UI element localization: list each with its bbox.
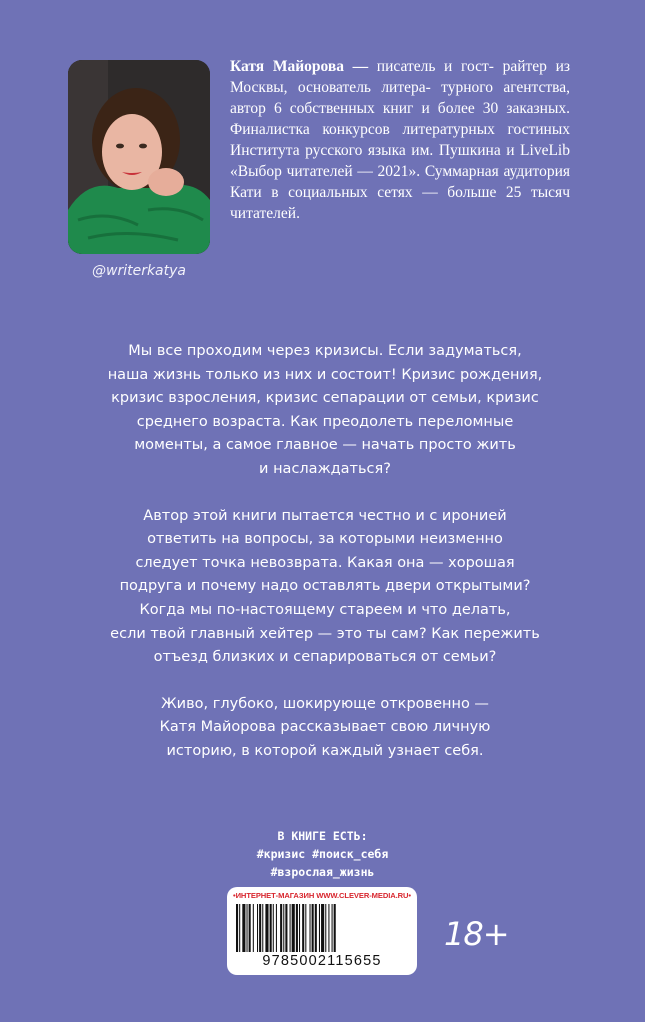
- tags-line-2: #взрослая_жизнь: [270, 865, 375, 879]
- barcode-icon: [236, 904, 408, 952]
- book-tags: [220, 827, 425, 881]
- blurb-line: если твой главный хейтер — это ты сам? Как пережить: [110, 625, 540, 642]
- blurb-line: моменты, а самое главное — начать просто жить: [134, 437, 516, 454]
- barcode-bar: [270, 904, 272, 952]
- bio-line: Института русского языка им. Пушкина: [230, 142, 501, 159]
- barcode-bar: [302, 904, 304, 952]
- shop-url: •ИНТЕРНЕТ-МАГАЗИН WWW.CLEVER-MEDIA.RU•: [233, 891, 411, 900]
- barcode-bar: [276, 904, 277, 952]
- barcode-bar: [262, 904, 263, 952]
- blurb-line: Когда мы по-настоящему стареем и что делать,: [139, 601, 511, 618]
- barcode-bar: [328, 904, 329, 952]
- barcode-bar: [257, 904, 258, 952]
- barcode-bar: [290, 904, 291, 952]
- bio-line: Суммарная аудитория Кати в социальных: [230, 163, 571, 201]
- blurb-line: Живо, глубоко, шокирующе откровенно —: [161, 695, 489, 712]
- blurb-line: отъезд близких и сепарироваться от семьи?: [153, 649, 497, 666]
- isbn-number: 9785002115655: [262, 953, 382, 969]
- tags-line-1: #кризис #поиск_себя: [256, 847, 389, 861]
- blurb-line: и наслаждаться?: [259, 460, 391, 477]
- book-blurb: [80, 340, 570, 787]
- bio-line: конкурсов литературных гостиных: [322, 121, 570, 138]
- blurb-line: историю, в которой каждый узнает себя.: [166, 742, 484, 759]
- barcode-bar: [296, 904, 298, 952]
- barcode-bar: [315, 904, 317, 952]
- blurb-line: подруга и почему надо оставлять двери открытыми?: [119, 578, 531, 595]
- bio-line: книг и более 30 заказных. Финалистка: [230, 100, 571, 138]
- author-photo: [68, 60, 210, 254]
- barcode-bar: [239, 904, 240, 952]
- barcode-bar: [332, 904, 333, 952]
- barcode-bar: [334, 904, 336, 952]
- blurb-paragraph-2: [80, 505, 570, 670]
- blurb-line: наша жизнь только из них и состоит! Кризис рождения,: [107, 366, 543, 383]
- barcode-bar: [321, 904, 324, 952]
- barcode-bar: [283, 904, 284, 952]
- blurb-paragraph-3: [80, 693, 570, 764]
- blurb-line: следует точка невозврата. Какая она — хорошая: [135, 554, 515, 571]
- barcode-bar: [299, 904, 300, 952]
- author-handle: @writerkatya: [92, 263, 186, 279]
- blurb-line: кризис взросления, кризис сепарации от семьи, кризис: [111, 390, 539, 407]
- barcode-bar: [265, 904, 268, 952]
- barcode-bar: [253, 904, 254, 952]
- barcode-bar: [319, 904, 320, 952]
- barcode-bar: [280, 904, 282, 952]
- barcode-bar: [273, 904, 274, 952]
- barcode-bar: [259, 904, 261, 952]
- bio-line: турного агентства, автор 6 собственных: [230, 79, 571, 117]
- blurb-line: среднего возраста. Как преодолеть переломные: [136, 413, 514, 430]
- blurb-paragraph-1: [80, 340, 570, 482]
- blurb-line: Мы все проходим через кризисы. Если задуматься,: [128, 343, 522, 359]
- barcode-bar: [242, 904, 245, 952]
- author-name: Катя Майорова —: [230, 58, 369, 75]
- tags-heading: В КНИГЕ ЕСТЬ:: [277, 829, 368, 843]
- blurb-line: Катя Майорова рассказывает свою личную: [159, 719, 491, 736]
- bio-line: райтер из Москвы, основатель литера-: [230, 58, 570, 96]
- author-bio: [230, 56, 570, 224]
- bio-line: и LiveLib «Выбор читателей — 2021».: [230, 142, 570, 180]
- barcode-bar: [285, 904, 287, 952]
- blurb-line: ответить на вопросы, за которыми неизменно: [147, 531, 503, 548]
- author-portrait-icon: [68, 60, 210, 254]
- blurb-line: Автор этой книги пытается честно и с иронией: [143, 507, 507, 524]
- barcode-bar: [236, 904, 238, 952]
- bio-line: писатель и гост-: [368, 58, 494, 75]
- barcode-bar: [247, 904, 248, 952]
- age-rating: 18+: [444, 915, 509, 953]
- barcode-sticker: [227, 887, 417, 975]
- bio-line: сетях — больше 25 тысяч читателей.: [230, 184, 570, 222]
- barcode-bar: [312, 904, 314, 952]
- barcode-bar: [310, 904, 311, 952]
- barcode-bar: [305, 904, 306, 952]
- barcode-bar: [292, 904, 295, 952]
- barcode-bar: [325, 904, 326, 952]
- barcode-bar: [249, 904, 251, 952]
